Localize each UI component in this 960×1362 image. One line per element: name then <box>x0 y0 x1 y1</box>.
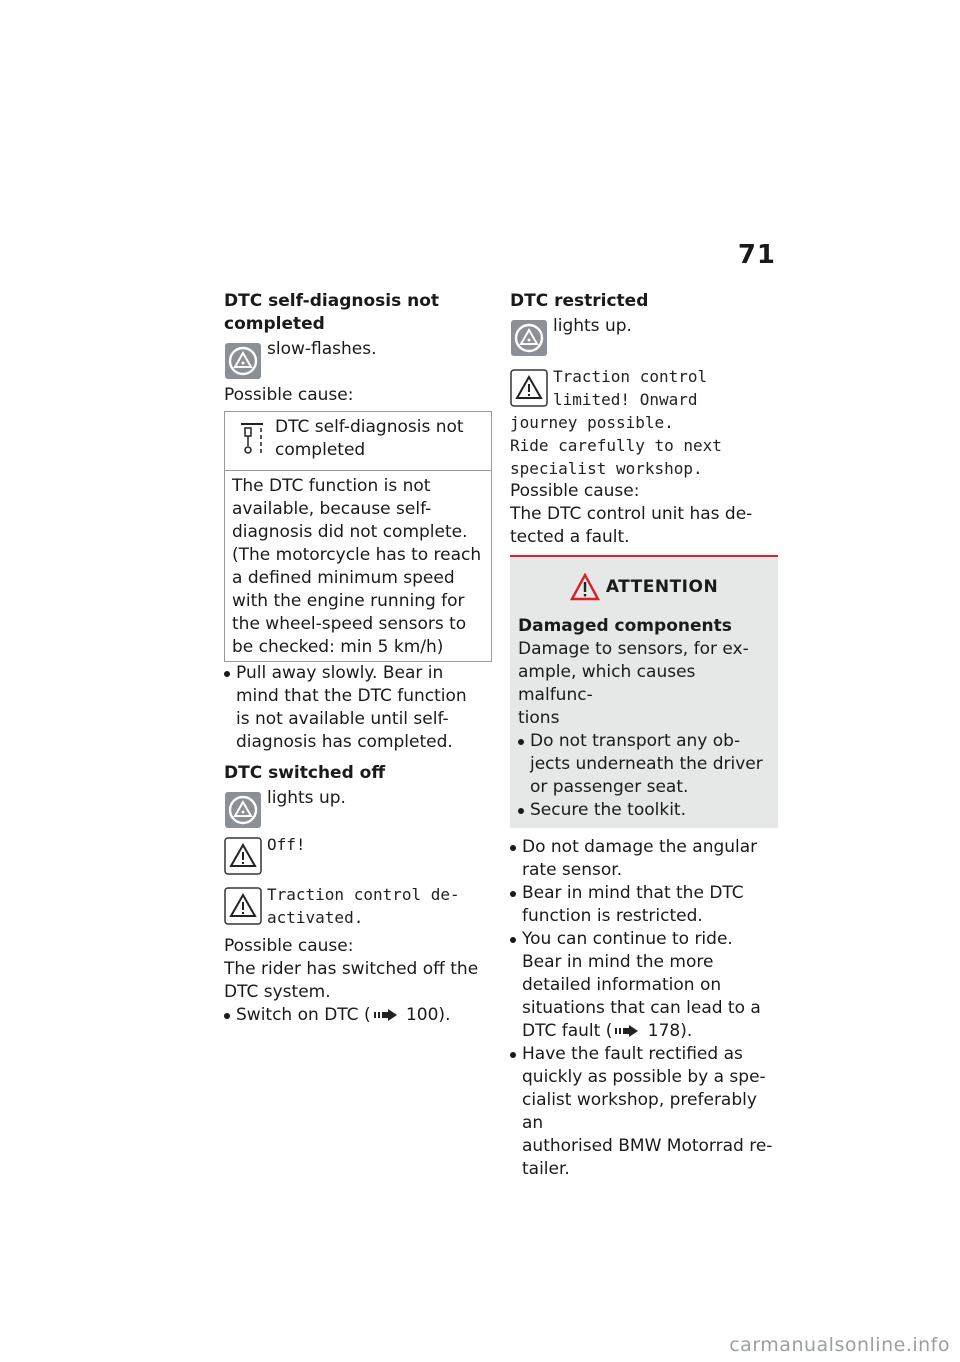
warning-triangle-icon <box>224 837 262 875</box>
display-message-line: Traction control <box>553 367 708 386</box>
info-table-body <box>225 471 491 661</box>
display-message-row <box>224 833 492 873</box>
display-message-row <box>510 365 778 411</box>
info-table-line: (The motorcycle has to reach <box>232 545 482 565</box>
list-item: Bear in mind that the DTC function is restricted. <box>510 882 778 928</box>
list-item: Have the fault rectified as quickly as possible by a spe- cialist workshop, preferably an authorised BMW Motorrad re- tailer. <box>510 1043 778 1181</box>
possible-cause-label: Possible cause: <box>224 936 354 956</box>
possible-cause-text: The rider has switched off the <box>224 959 479 979</box>
self-diagnosis-instructions <box>224 662 492 754</box>
possible-cause-text: The DTC control unit has de- <box>510 504 753 524</box>
info-table-header-text: DTC self-diagnosis not <box>275 417 464 437</box>
display-message-deactivated: Traction control de- <box>267 885 460 904</box>
attention-text: Damage to sensors, for ex- <box>518 639 749 659</box>
section-title-self-diagnosis: DTC self-diagnosis not <box>224 291 440 311</box>
page-reference-link[interactable]: 178). <box>647 1021 693 1041</box>
display-message-line: Ride carefully to next <box>510 436 722 455</box>
attention-text: tions <box>518 708 560 728</box>
possible-cause-label: Possible cause: <box>224 385 354 405</box>
warning-triangle-icon <box>224 887 262 925</box>
page-number: 71 <box>737 240 776 270</box>
list-item: You can continue to ride. Bear in mind the more detailed information on situations that can lead to a DTC fault ( 178). <box>510 928 778 1043</box>
self-diagnosis-icon <box>237 420 267 458</box>
dtc-warning-light-icon <box>224 342 262 380</box>
info-table-header-text-cont: completed <box>275 440 366 460</box>
possible-cause-text-cont: DTC system. <box>224 982 331 1002</box>
display-message-line: journey possible. <box>510 413 674 432</box>
possible-cause-label: Possible cause: <box>510 481 640 501</box>
switched-off-instructions <box>224 1004 492 1027</box>
attention-instructions <box>518 730 770 822</box>
dtc-warning-light-icon <box>224 791 262 829</box>
info-table-line: with the engine running for <box>232 591 465 611</box>
info-table-line: a defined minimum speed <box>232 568 455 588</box>
list-item: Pull away slowly. Bear in mind that the DTC function is not available until self- diagnosis has completed. <box>224 662 492 754</box>
section-title-restricted: DTC restricted <box>510 291 649 311</box>
attention-title: ATTENTION <box>605 577 719 597</box>
list-item: Switch on DTC ( 100). <box>224 1004 492 1027</box>
indicator-status-text: lights up. <box>267 788 346 808</box>
attention-text: ample, which causes malfunc- <box>518 662 696 705</box>
switched-off-indicator-row <box>224 787 492 827</box>
display-message-deactivated-cont: activated. <box>267 908 364 927</box>
attention-box <box>510 555 778 828</box>
attention-body <box>518 615 770 822</box>
dtc-warning-light-icon <box>510 319 548 357</box>
attention-header <box>518 567 770 607</box>
self-diagnosis-indicator-row <box>224 338 492 378</box>
page-reference-link[interactable]: 100). <box>405 1005 451 1025</box>
indicator-status-text: lights up. <box>553 316 632 336</box>
info-table-line: diagnosis did not complete. <box>232 522 468 542</box>
warning-triangle-icon <box>510 369 548 407</box>
restricted-instructions <box>510 836 778 1181</box>
right-column <box>510 290 778 1181</box>
info-table-header <box>225 412 491 471</box>
section-title-self-diagnosis-cont: completed <box>224 314 325 334</box>
display-message-line: specialist workshop. <box>510 459 703 478</box>
page-reference-arrow-icon <box>615 1024 639 1038</box>
left-column <box>224 290 492 1027</box>
list-item: Do not transport any ob- jects underneath the driver or passenger seat. <box>518 730 770 799</box>
indicator-status-text: slow-flashes. <box>267 339 377 359</box>
display-message-off: Off! <box>267 835 306 854</box>
info-table-line: available, because self- <box>232 499 432 519</box>
display-message-line: limited! Onward <box>553 390 698 409</box>
display-message-row <box>224 883 492 929</box>
watermark: carmanualsonline.info <box>729 1334 950 1356</box>
info-table-line: be checked: min 5 km/h) <box>232 637 444 657</box>
section-title-switched-off: DTC switched off <box>224 763 386 783</box>
info-table <box>224 411 492 662</box>
info-table-line: The DTC function is not <box>232 476 431 496</box>
attention-subtitle: Damaged components <box>518 616 732 636</box>
info-table-line: the wheel-speed sensors to <box>232 614 467 634</box>
list-item: Secure the toolkit. <box>518 799 770 822</box>
list-item: Do not damage the angular rate sensor. <box>510 836 778 882</box>
restricted-indicator-row <box>510 315 778 355</box>
page-reference-arrow-icon <box>374 1008 398 1022</box>
attention-warning-icon <box>570 573 600 601</box>
possible-cause-text-cont: tected a fault. <box>510 527 630 547</box>
